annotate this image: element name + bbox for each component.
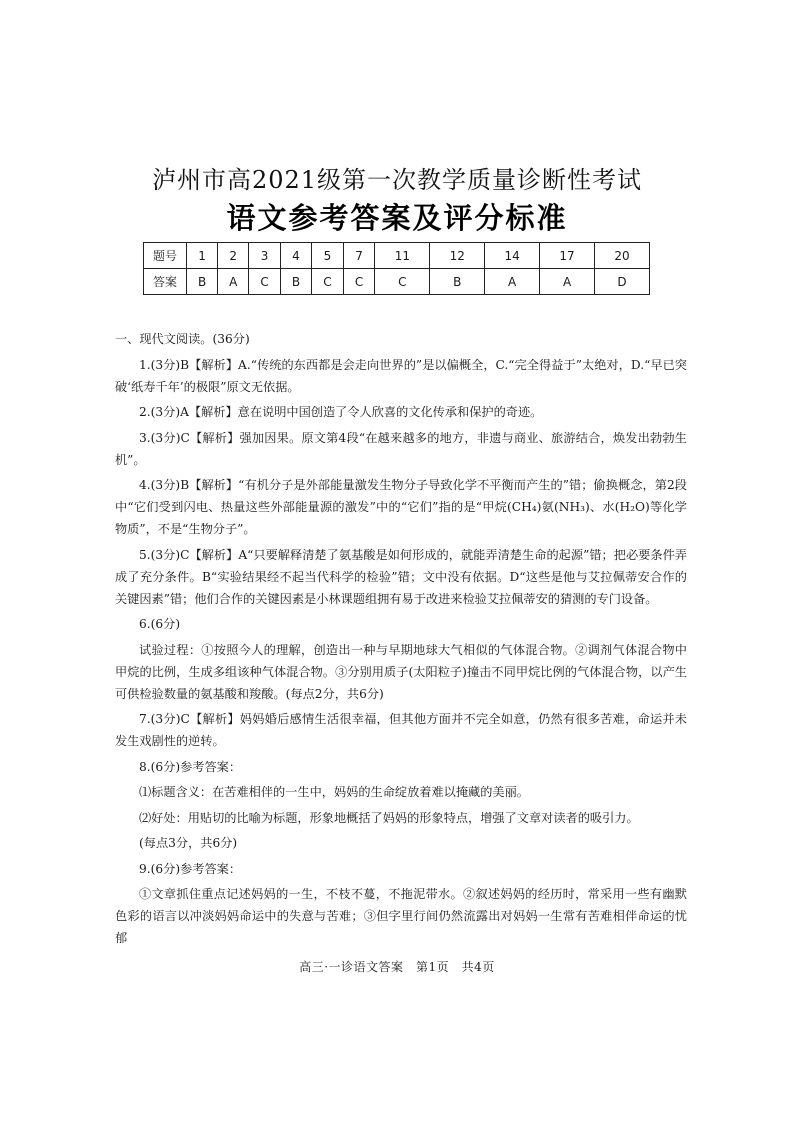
section-heading: 一、现代文阅读。(36分) — [115, 332, 250, 346]
question-number-cell: 2 — [218, 243, 249, 269]
question-8-point-2: ⑵好处：用贴切的比喻为标题，形象地概括了妈妈的形象特点，增强了文章对读者的吸引力。 — [139, 810, 639, 825]
answer-cell: B — [280, 269, 311, 295]
answer-cell: A — [540, 269, 595, 295]
question-number-cell: 5 — [312, 243, 344, 269]
question-number-cell: 17 — [540, 243, 595, 269]
answer-cell: C — [343, 269, 375, 295]
answer-cell: A — [485, 269, 540, 295]
question-8-heading: 8.(6分)参考答案： — [139, 759, 242, 774]
question-4-explanation: 4.(3分)B【解析】“有机分子是外部能量激发生物分子导致化学不平衡而产生的”错；偷换概念，第2段中“它们受到闪电、热量这些外部能量源的激发”中的“它们”指的是“甲烷(CH₄)氨(NH₃)、水(H₂O)等化学物质”，不是“生物分子”。 — [115, 478, 687, 536]
question-3-explanation: 3.(3分)C【解析】强加因果。原文第4段“在越来越多的地方，非遗与商业、旅游结合，焕发出勃勃生机”。 — [115, 430, 687, 467]
question-5-explanation: 5.(3分)C【解析】A“只要解释清楚了氨基酸是如何形成的，就能弄清楚生命的起源”错；把必要条件弄成了充分条件。B“实验结果经不起当代科学的检验”错；文中没有依据。D“这些是他与艾拉佩蒂安合作的关键因素”错；他们合作的关键因素是小林课题组拥有易于改进来检验艾拉佩蒂安的猜测的专门设备。 — [115, 547, 687, 606]
answer-cell: C — [312, 269, 344, 295]
question-number-cell: 3 — [249, 243, 281, 269]
question-number-cell: 14 — [485, 243, 540, 269]
answer-cell: A — [218, 269, 249, 295]
row-label-answers: 答案 — [144, 269, 187, 295]
question-number-cell: 1 — [187, 243, 218, 269]
question-number-cell: 11 — [375, 243, 430, 269]
question-number-cell: 7 — [343, 243, 375, 269]
question-6-answer: 试验过程：①按照今人的理解，创造出一种与早期地球大气相似的气体混合物。②调剂气体混合物中甲烷的比例，生成多组该种气体混合物。③分别用质子(太阳粒子)撞击不同甲烷比例的气体混合物，以产生可供检验数量的氨基酸和羧酸。(每点2分，共6分) — [115, 642, 687, 701]
question-9-answer: ①文章抓住重点记述妈妈的一生，不枝不蔓，不拖泥带水。②叙述妈妈的经历时，常采用一些有幽默色彩的语言以冲淡妈妈命运中的失意与苦难；③但字里行间仍然流露出对妈妈一生常有苦难相伴命运的忧郁 — [115, 887, 687, 945]
question-9-heading: 9.(6分)参考答案： — [139, 861, 242, 876]
answer-explanations — [115, 328, 687, 953]
answer-table — [143, 242, 650, 295]
row-label-numbers: 题号 — [144, 243, 187, 269]
page-footer: 高三·一诊语文答案 第1页 共4页 — [299, 960, 495, 974]
question-8-scoring: (每点3分，共6分) — [139, 836, 238, 850]
answer-table-answers-row — [144, 269, 650, 295]
answer-cell: D — [595, 269, 650, 295]
answer-table-numbers-row — [144, 243, 650, 269]
answer-cell: B — [187, 269, 218, 295]
question-number-cell: 20 — [595, 243, 650, 269]
question-2-explanation: 2.(3分)A【解析】意在说明中国创造了令人欣喜的文化传承和保护的奇迹。 — [139, 405, 543, 419]
answer-cell: C — [375, 269, 430, 295]
answer-key-title: 语文参考答案及评分标准 — [226, 201, 568, 235]
question-6-heading: 6.(6分) — [139, 617, 181, 631]
question-7-explanation: 7.(3分)C【解析】妈妈婚后感情生活很幸福，但其他方面并不完全如意，仍然有很多苦难，命运并未发生戏剧性的逆转。 — [115, 712, 687, 748]
answer-cell: C — [249, 269, 281, 295]
question-number-cell: 4 — [280, 243, 311, 269]
question-8-point-1: ⑴标题含义：在苦难相伴的一生中，妈妈的生命绽放着难以掩藏的美丽。 — [139, 785, 529, 799]
exam-title: 泸州市高2021级第一次教学质量诊断性考试 — [151, 166, 643, 194]
answer-cell: B — [430, 269, 485, 295]
question-number-cell: 12 — [430, 243, 485, 269]
question-1-explanation: 1.(3分)B【解析】A.“传统的东西都是会走向世界的”是以偏概全，C.“完全得益于”太绝对，D.“早已突破‘纸寿千年’的极限”原文无依据。 — [115, 357, 687, 394]
